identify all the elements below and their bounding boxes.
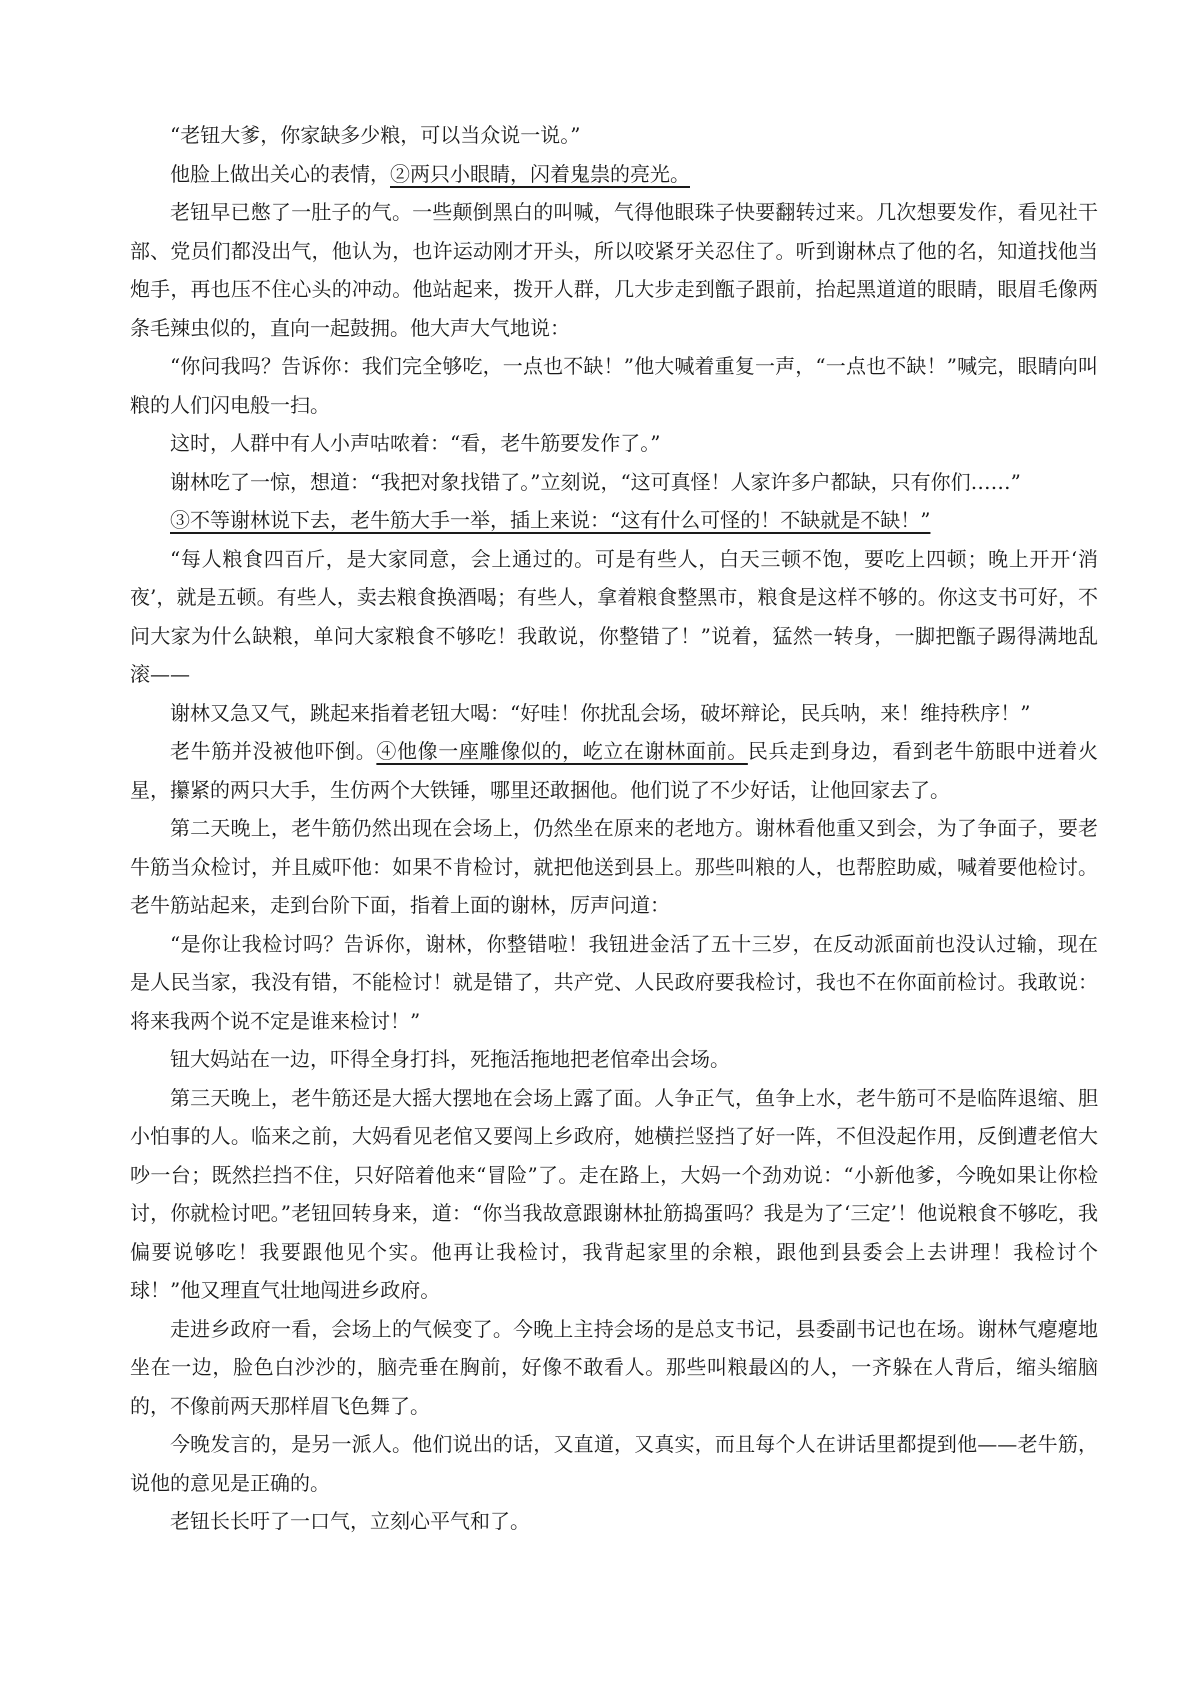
text-segment: “老钮大爹，你家缺多少粮，可以当众说一说。” (170, 123, 581, 147)
text-segment: 今晚发言的，是另一派人。他们说出的话，又直道，又真实，而且每个人在讲话里都提到他——老牛筋，说他的意见是正确的。 (130, 1432, 1098, 1495)
text-segment: 民兵走到身边，看到老牛筋眼中迸着火星，攥紧的两只大手，生仿两个大铁锤，哪里还敢捆他。他们说了不少好话，让他回家去了。 (130, 739, 1099, 802)
text-segment: 走进乡政府一看，会场上的气候变了。今晚上主持会场的是总支书记，县委副书记也在场。谢林气瘪瘪地坐在一边，脸色白沙沙的，脑壳垂在胸前，好像不敢看人。那些叫粮最凶的人，一齐躲在人背后，缩头缩脑的，不像前两天那样眉飞色舞了。 (130, 1316, 1098, 1418)
paragraph (130, 694, 1098, 733)
text-segment: 这时，人群中有人小声咕哝着：“看，老牛筋要发作了。” (170, 431, 661, 455)
underlined-sentence: ④他像一座雕像似的，屹立在谢林面前。 (376, 739, 748, 763)
text-segment: 谢林吃了一惊，想道：“我把对象找错了。”立刻说，“这可真怪！人家许多户都缺，只有你们……” (170, 469, 1021, 494)
underlined-sentence: ③不等谢林说下去，老牛筋大手一举，插上来说：“这有什么可怪的！不缺就是不缺！” (170, 508, 931, 532)
paragraph (130, 193, 1098, 347)
paragraph (130, 116, 1098, 155)
paragraph (130, 1079, 1098, 1310)
text-segment: “每人粮食四百斤，是大家同意，会上通过的。可是有些人，白天三顿不饱，要吃上四顿；晚上开开‘消夜’，就是五顿。有些人，卖去粮食换酒喝；有些人，拿着粮食整黑市，粮食是这样不够的。你这支书可好，不问大家为什么缺粮，单问大家粮食不够吃！我敢说，你整错了！”说着，猛然一转身，一脚把甑子踢得满地乱滚—— (130, 546, 1098, 686)
paragraph (130, 463, 1098, 502)
paragraph (130, 925, 1098, 1041)
text-segment: “是你让我检讨吗？告诉你，谢林，你整错啦！我钮进金活了五十三岁，在反动派面前也没认过输，现在是人民当家，我没有错，不能检讨！就是错了，共产党、人民政府要我检讨，我也不在你面前检讨。我敢说：将来我两个说不定是谁来检讨！” (130, 931, 1098, 1033)
text-segment: 钮大妈站在一边，吓得全身打抖，死拖活拖地把老倌牵出会场。 (170, 1047, 730, 1071)
text-segment: 第三天晚上，老牛筋还是大摇大摆地在会场上露了面。人争正气，鱼争上水，老牛筋可不是临阵退缩、胆小怕事的人。临来之前，大妈看见老倌又要闯上乡政府，她横拦竖挡了好一阵，不但没起作用，反倒遭老倌大吵一台；既然拦挡不住，只好陪着他来“冒险”了。走在路上，大妈一个劲劝说：“小新他爹，今晚如果让你检讨，你就检讨吧。”老钮回转身来，道：“你当我故意跟谢林扯筋捣蛋吗？我是为了‘三定’！他说粮食不够吃，我偏要说够吃！我要跟他见个实。他再让我检讨，我背起家里的余粮，跟他到县委会上去讲理！我检讨个球！”他又理直气壮地闯进乡政府。 (130, 1085, 1098, 1302)
paragraph (130, 1425, 1098, 1502)
text-segment: 他脸上做出关心的表情， (170, 161, 390, 186)
paragraph (130, 809, 1098, 925)
text-segment: 老钮长长吁了一口气，立刻心平气和了。 (170, 1509, 530, 1533)
paragraph (130, 424, 1098, 463)
paragraph (130, 1502, 1098, 1541)
text-segment: “你问我吗？告诉你：我们完全够吃，一点也不缺！”他大喊着重复一声，“一点也不缺！”喊完，眼睛向叫粮的人们闪电般一扫。 (130, 354, 1098, 417)
underlined-sentence: ②两只小眼睛，闪着鬼祟的亮光。 (390, 161, 690, 186)
paragraph (130, 732, 1098, 809)
text-segment: 第二天晚上，老牛筋仍然出现在会场上，仍然坐在原来的老地方。谢林看他重又到会，为了争面子，要老牛筋当众检讨，并且威吓他：如果不肯检讨，就把他送到县上。那些叫粮的人，也帮腔助威，喊着要他检讨。老牛筋站起来，走到台阶下面，指着上面的谢林，厉声问道： (130, 816, 1098, 917)
text-segment: 谢林又急又气，跳起来指着老钮大喝：“好哇！你扰乱会场，破坏辩论，民兵呐，来！维持秩序！” (170, 700, 1031, 725)
paragraph (130, 347, 1098, 424)
paragraph (130, 501, 1098, 540)
paragraph (130, 540, 1098, 694)
text-segment: 老牛筋并没被他吓倒。 (170, 739, 377, 763)
story-text (130, 116, 1098, 1541)
paragraph (130, 1310, 1098, 1426)
paragraph (130, 155, 1098, 194)
text-segment: 老钮早已憋了一肚子的气。一些颠倒黑白的叫喊，气得他眼珠子快要翻转过来。几次想要发作，看见社干部、党员们都没出气，他认为，也许运动刚才开头，所以咬紧牙关忍住了。听到谢林点了他的名，知道找他当炮手，再也压不住心头的冲动。他站起来，拨开人群，几大步走到甑子跟前，抬起黑道道的眼睛，眼眉毛像两条毛辣虫似的，直向一起鼓拥。他大声大气地说： (130, 200, 1098, 340)
paragraph (130, 1040, 1098, 1079)
